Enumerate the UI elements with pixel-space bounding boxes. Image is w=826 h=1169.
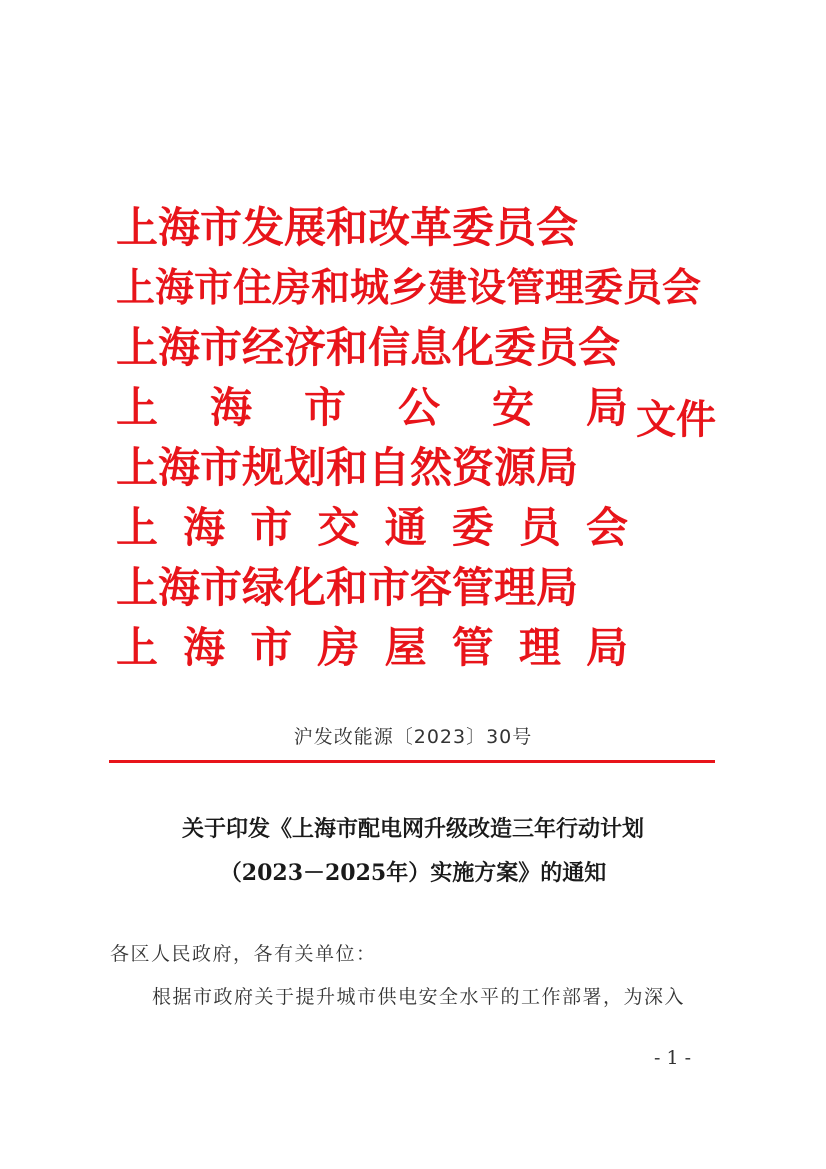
issuer-character: 会 (585, 503, 628, 552)
issuer-character: 屋 (384, 623, 427, 672)
issuer-planning-resources: 上海市规划和自然资源局 (116, 443, 579, 492)
document-number: 沪发改能源〔2023〕30号 (293, 726, 533, 748)
document-suffix: 文件 (636, 396, 716, 443)
issuer-housing-admin (116, 618, 628, 678)
issuer-greening-cityscape: 上海市绿化和市容管理局 (116, 563, 579, 612)
issuer-character: 局 (585, 383, 628, 432)
page-number: - 1 - (654, 1047, 692, 1069)
red-separator-line (109, 760, 715, 763)
issuer-character: 海 (183, 623, 226, 672)
issuer-character: 市 (303, 383, 346, 432)
issuer-character: 交 (317, 503, 360, 552)
issuer-economy-it: 上海市经济和信息化委员会 (116, 323, 621, 372)
issuer-character: 上 (116, 503, 159, 552)
issuer-character: 海 (183, 503, 226, 552)
notice-title-line-2: （2023－2025年）实施方案》的通知 (219, 860, 607, 886)
issuer-character: 委 (451, 503, 494, 552)
notice-title-line-1: 关于印发《上海市配电网升级改造三年行动计划 (181, 816, 644, 842)
body-paragraph: 根据市政府关于提升城市供电安全水平的工作部署，为深入 (152, 986, 686, 1008)
issuer-ndrc: 上海市发展和改革委员会 (116, 203, 579, 252)
issuer-character: 市 (250, 503, 293, 552)
issuer-character: 安 (491, 383, 534, 432)
issuer-character: 理 (518, 623, 561, 672)
issuer-character: 上 (116, 383, 159, 432)
issuer-transport (116, 498, 628, 558)
issuer-character: 管 (451, 623, 494, 672)
salutation: 各区人民政府，各有关单位： (110, 943, 377, 965)
issuer-character: 上 (116, 623, 159, 672)
issuer-character: 局 (585, 623, 628, 672)
issuer-housing-construction: 上海市住房和城乡建设管理委员会 (116, 265, 702, 311)
issuer-character: 公 (397, 383, 440, 432)
issuer-character: 员 (518, 503, 561, 552)
issuer-public-security (116, 378, 628, 438)
issuer-character: 市 (250, 623, 293, 672)
issuer-character: 房 (317, 623, 360, 672)
issuer-character: 通 (384, 503, 427, 552)
issuer-character: 海 (209, 383, 252, 432)
